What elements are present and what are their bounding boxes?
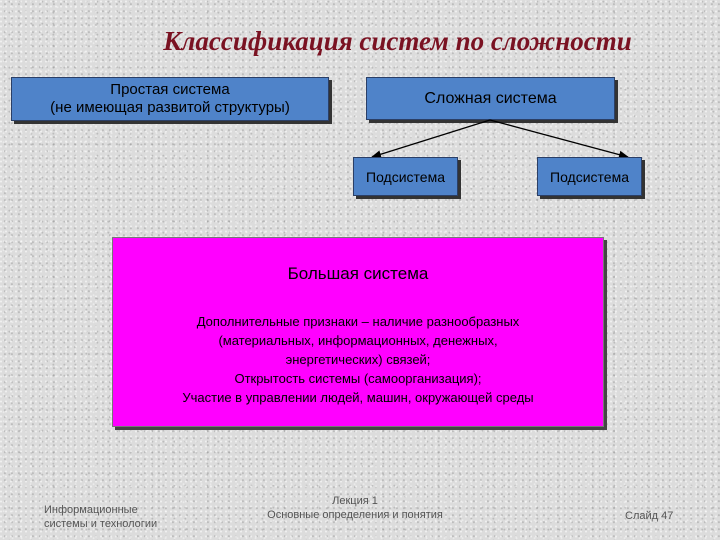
feature-line: Открытость системы (самоорганизация); xyxy=(234,371,482,386)
feature-line: энергетических) связей; xyxy=(285,352,431,367)
arrow-to-subsystem-left xyxy=(372,120,490,157)
subsystem-label: Подсистема xyxy=(550,168,629,185)
big-system-features xyxy=(113,312,603,407)
big-system-title: Большая система xyxy=(287,264,429,283)
footer-lecture-number: Лекция 1 xyxy=(332,495,378,507)
subsystem-label: Подсистема xyxy=(366,168,445,185)
slide-number: Слайд 47 xyxy=(625,510,674,522)
feature-line: Дополнительные признаки – наличие разнообразных xyxy=(196,314,520,329)
subsystem-box-right xyxy=(537,157,642,196)
footer-course-line2: системы и технологии xyxy=(44,518,158,530)
slide-title: Классификация систем по сложности xyxy=(163,26,632,56)
feature-line: Участие в управлении людей, машин, окружающей среды xyxy=(182,390,534,405)
simple-system-description: (не имеющая развитой структуры) xyxy=(50,99,290,116)
complex-system-label: Сложная система xyxy=(424,89,557,107)
footer-course-line1: Информационные xyxy=(44,504,138,516)
footer-lecture xyxy=(250,494,460,522)
footer-lecture-topic: Основные определения и понятия xyxy=(267,509,443,521)
subsystem-box-left xyxy=(353,157,458,196)
simple-system-label: Простая система xyxy=(110,81,230,98)
big-system-box xyxy=(112,237,604,427)
footer-course xyxy=(44,503,157,531)
arrow-to-subsystem-right xyxy=(490,120,628,157)
feature-line: (материальных, информационных, денежных, xyxy=(218,333,498,348)
